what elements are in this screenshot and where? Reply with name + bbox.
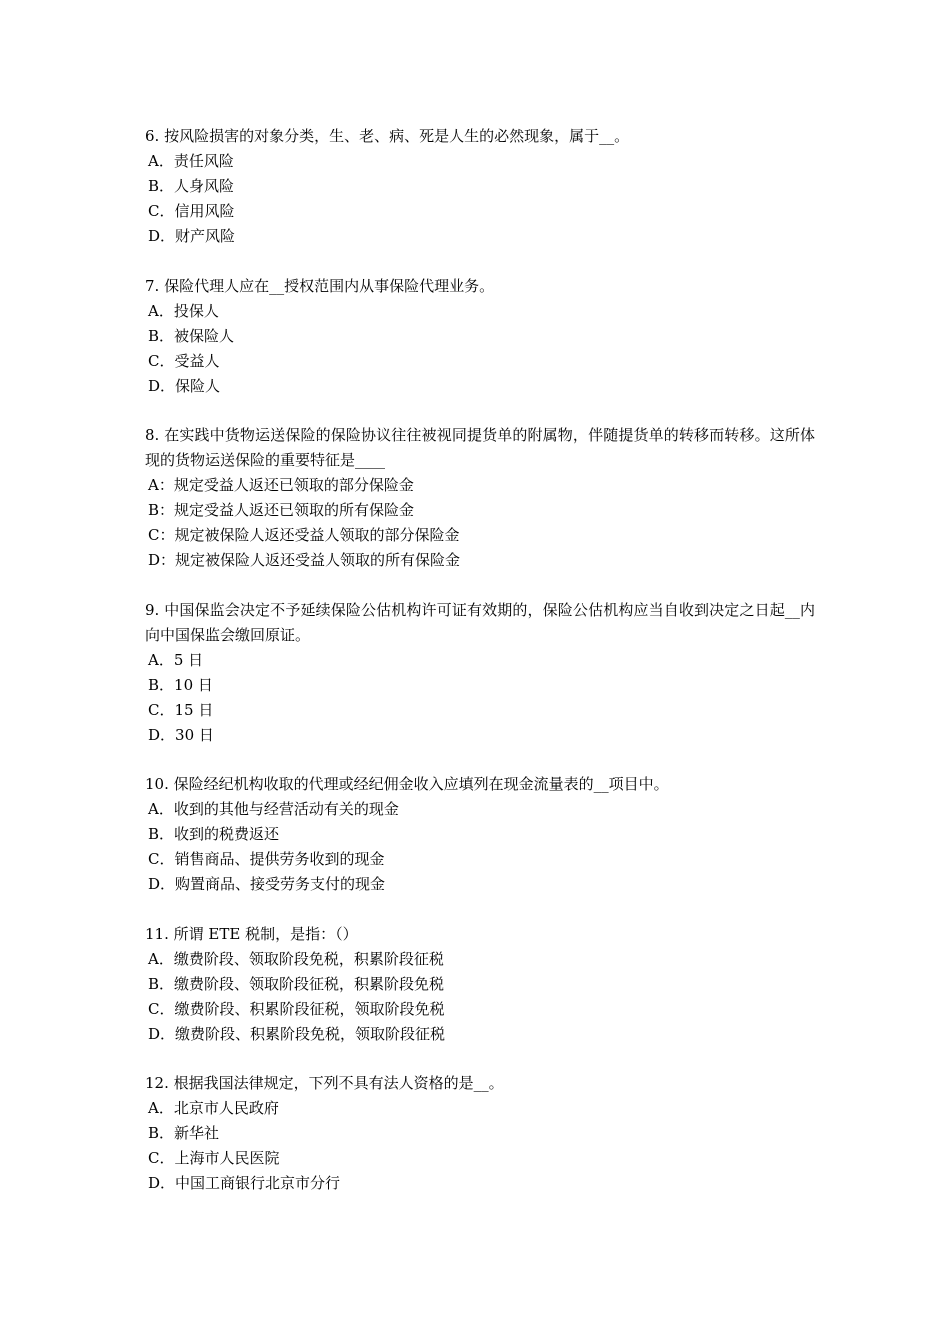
option-b: B．被保险人	[148, 326, 235, 345]
question-stem: 12. 根据我国法律规定，下列不具有法人资格的是__。	[145, 1074, 504, 1092]
question-8	[145, 423, 815, 573]
question-list	[145, 124, 815, 1221]
question-12	[145, 1071, 815, 1196]
question-stem: 6. 按风险损害的对象分类，生、老、病、死是人生的必然现象，属于__。	[145, 127, 630, 145]
option-c: C．15 日	[148, 700, 214, 719]
option-c: C：规定被保险人返还受益人领取的部分保险金	[148, 526, 460, 544]
option-a: A．收到的其他与经营活动有关的现金	[148, 800, 399, 818]
option-a: A：规定受益人返还已领取的部分保险金	[148, 476, 414, 494]
option-a: A．5 日	[148, 650, 204, 669]
option-d: D．30 日	[148, 725, 214, 744]
question-stem: 7. 保险代理人应在__授权范围内从事保险代理业务。	[145, 276, 495, 295]
option-b: B：规定受益人返还已领取的所有保险金	[148, 501, 415, 519]
option-d: D．缴费阶段、积累阶段免税，领取阶段征税	[148, 1024, 446, 1043]
option-c: C．销售商品、提供劳务收到的现金	[148, 850, 385, 868]
option-a: A．投保人	[148, 301, 219, 320]
option-c: C．受益人	[148, 351, 220, 370]
question-stem: 9. 中国保监会决定不予延续保险公估机构许可证有效期的，保险公估机构应当自收到决定之日起__内向中国保监会缴回原证。	[145, 600, 815, 644]
option-c: C．上海市人民医院	[148, 1149, 280, 1167]
option-b: B．新华社	[148, 1124, 220, 1142]
option-a: A．北京市人民政府	[148, 1099, 279, 1117]
question-7	[145, 274, 815, 399]
option-c: C．信用风险	[148, 202, 235, 220]
option-a: A．缴费阶段、领取阶段免税，积累阶段征税	[148, 949, 444, 968]
option-c: C．缴费阶段、积累阶段征税，领取阶段免税	[148, 999, 445, 1018]
option-b: B．10 日	[148, 675, 213, 694]
question-10	[145, 772, 815, 897]
option-d: D：规定被保险人返还受益人领取的所有保险金	[148, 551, 461, 569]
option-d: D．保险人	[148, 376, 221, 395]
question-6	[145, 124, 815, 249]
option-a: A．责任风险	[148, 152, 234, 170]
option-d: D．中国工商银行北京市分行	[148, 1174, 341, 1192]
question-stem: 8. 在实践中货物运送保险的保险协议往往被视同提货单的附属物，伴随提货单的转移而转移。这所体现的货物运送保险的重要特征是____	[145, 426, 815, 469]
option-d: D．购置商品、接受劳务支付的现金	[148, 875, 386, 893]
question-9	[145, 598, 815, 748]
option-d: D．财产风险	[148, 227, 236, 245]
option-b: B．缴费阶段、领取阶段征税，积累阶段免税	[148, 974, 445, 993]
question-11	[145, 922, 815, 1047]
question-stem: 11. 所谓 ETE 税制，是指：（）	[145, 924, 358, 943]
question-stem: 10. 保险经纪机构收取的代理或经纪佣金收入应填列在现金流量表的__项目中。	[145, 775, 669, 793]
option-b: B．人身风险	[148, 177, 235, 195]
option-b: B．收到的税费返还	[148, 825, 280, 843]
